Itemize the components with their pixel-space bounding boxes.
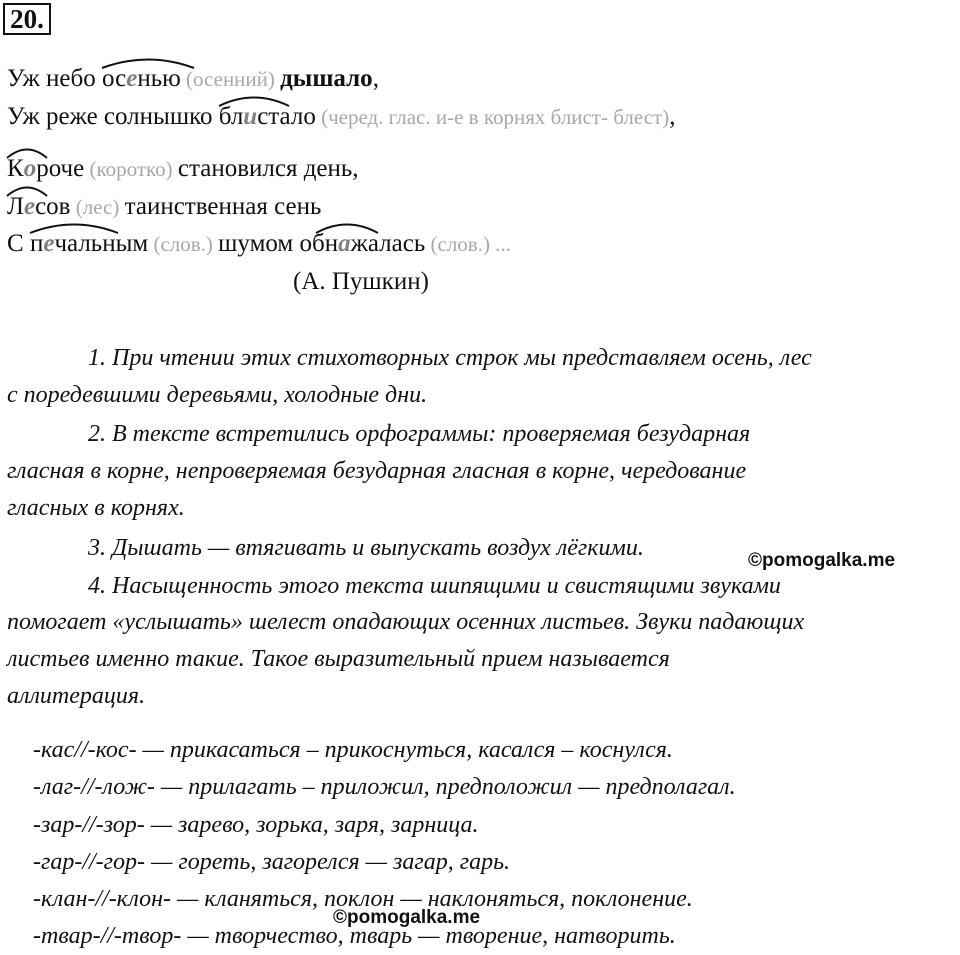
poem-text: бл — [218, 103, 244, 130]
root-line: -гар-//-гор- — гореть, загорелся — загар, гарь. — [33, 849, 511, 875]
stress-arc — [338, 229, 351, 259]
root-line: -клан-//-клон- — кланяться, поклон — наклоняться, поклонение. — [33, 886, 693, 912]
stress-arc — [102, 64, 181, 94]
arc-mark-icon — [217, 93, 291, 107]
arc-mark-icon — [5, 183, 49, 197]
poem-text: С — [7, 230, 30, 257]
root-line: -кас//-кос- — прикасаться – прикоснуться, касался – коснулся. — [33, 737, 673, 763]
check-word-note: (черед. глас. и-е в корнях блист- блест) — [315, 105, 670, 129]
stress-arc — [30, 229, 148, 259]
highlighted-vowel: и — [243, 103, 258, 130]
poem-text: , — [669, 103, 676, 130]
poem-text: шумом обн — [218, 230, 339, 257]
check-word-note: (осенний) — [180, 67, 281, 91]
poem-text: Уж небо — [7, 65, 102, 92]
poem-line-2 — [7, 102, 675, 132]
answer-4-line-1: 4. Насыщенность этого текста шипящими и свистящими звуками — [88, 573, 781, 599]
root-line: -зар-//-зор- — зарево, зорька, заря, зарница. — [33, 812, 479, 838]
poem-text: п — [29, 230, 44, 257]
root-line: -твар-//-твор- — творчество, тварь — творение, натворить. — [33, 923, 676, 949]
watermark: ©pomogalka.me — [748, 550, 896, 571]
exercise-number: 20. — [3, 3, 51, 35]
poem-line-1 — [7, 64, 379, 94]
highlighted-vowel: е — [23, 193, 36, 220]
poem-text: жалась — [350, 230, 426, 257]
poem-author: (А. Пушкин) — [293, 268, 429, 295]
poem-text: таинственная сень — [124, 193, 322, 220]
poem-line-3 — [7, 154, 359, 184]
highlighted-vowel: е — [43, 230, 55, 257]
watermark: ©pomogalka.me — [333, 907, 481, 928]
poem-text: становился день, — [177, 155, 359, 182]
poem-text: нью — [137, 65, 181, 92]
arc-mark-icon — [5, 145, 49, 159]
answer-1-line-1: 1. При чтении этих стихотворных строк мы представляем осень, лес — [88, 345, 812, 371]
poem-line-5 — [7, 229, 511, 259]
answer-1-line-2: с поредевшими деревьями, холодные дни. — [7, 382, 428, 408]
arc-mark-icon — [100, 55, 196, 69]
poem-text: роче — [36, 155, 85, 182]
root-line: -лаг-//-лож- — прилагать – приложил, предположил — предполагал. — [33, 774, 736, 800]
check-word-note: (лес) — [70, 195, 125, 219]
answer-2-line-1: 2. В тексте встретились орфограммы: проверяемая безударная — [88, 421, 751, 447]
poem-text: К — [7, 155, 24, 182]
answer-2-line-2: гласная в корне, непроверяемая безударная гласная в корне, чередование — [7, 458, 747, 484]
poem-text: сов — [35, 193, 71, 220]
poem-text: чальным — [54, 230, 149, 257]
check-word-note: (слов.) — [148, 232, 219, 256]
answer-4-line-2: помогает «услышать» шелест опадающих осенних листьев. Звуки падающих — [7, 609, 805, 635]
stress-arc — [7, 192, 35, 222]
highlighted-vowel: а — [338, 230, 351, 257]
answer-3-line-1: 3. Дышать — втягивать и выпускать воздух лёгкими. — [88, 535, 644, 561]
stress-arc — [7, 154, 36, 184]
poem-line-4 — [7, 192, 321, 222]
answer-4-line-4: аллитерация. — [7, 683, 146, 709]
answer-2-line-3: гласных в корнях. — [7, 495, 185, 521]
poem-text: стало — [257, 103, 316, 130]
arc-mark-icon — [314, 220, 380, 234]
answer-4-line-3: листьев именно такие. Такое выразительный прием называется — [7, 646, 670, 672]
check-word-note: (коротко) — [84, 157, 178, 181]
poem-text: , — [372, 65, 379, 92]
highlighted-vowel: е — [126, 65, 138, 92]
arc-mark-icon — [28, 220, 120, 234]
check-word-note: (слов.) ... — [425, 232, 511, 256]
poem-text: ос — [101, 65, 127, 92]
highlighted-vowel: о — [23, 155, 37, 182]
stress-arc — [219, 102, 257, 132]
poem-text: Уж реже солнышко — [7, 103, 219, 130]
poem-text: Л — [7, 193, 24, 220]
bold-word: дышало — [280, 65, 373, 92]
